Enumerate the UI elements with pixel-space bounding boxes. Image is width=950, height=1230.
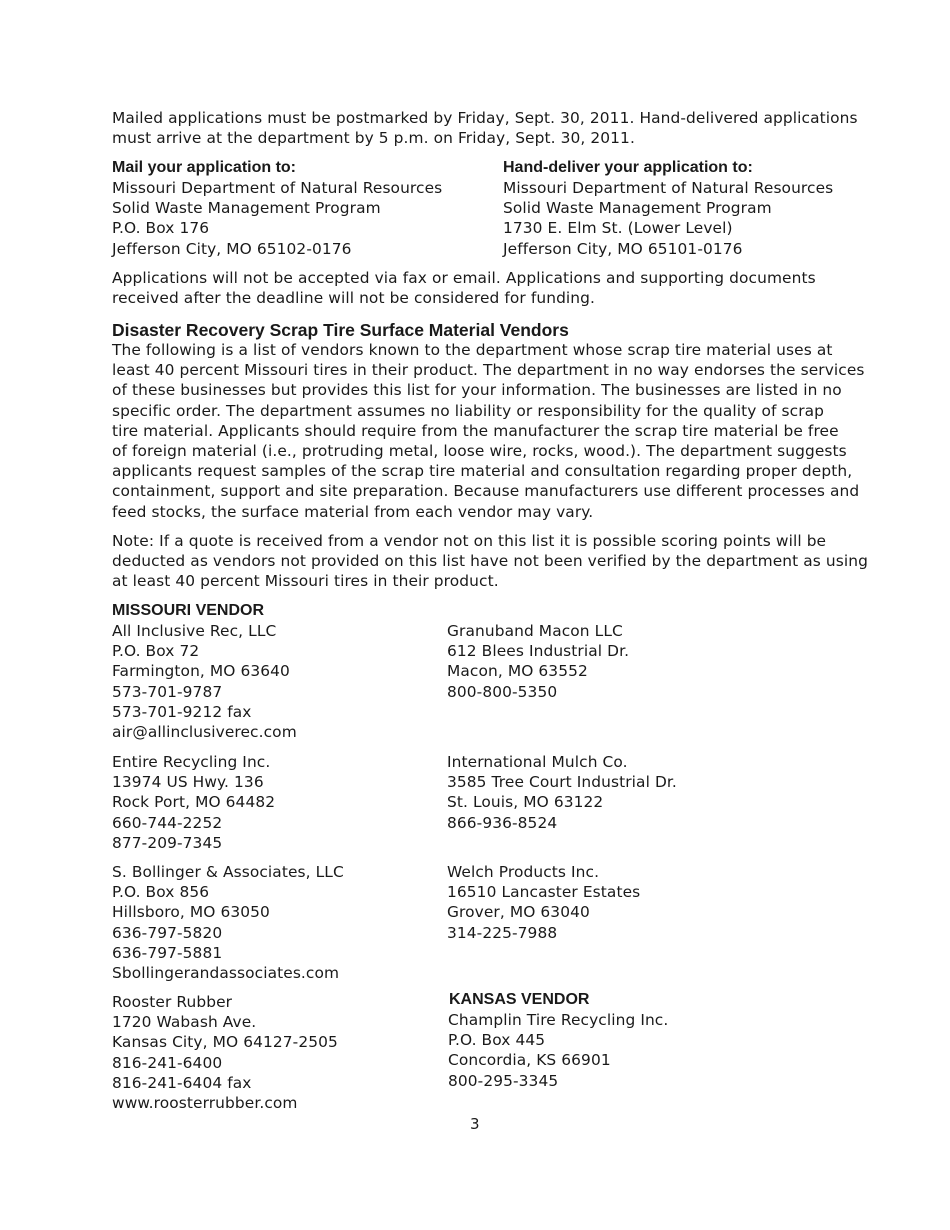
address-line: Missouri Department of Natural Resources: [112, 179, 443, 197]
vendor-all-inclusive: [112, 621, 297, 742]
mail-address-block: [112, 158, 442, 259]
missouri-vendor-heading: MISSOURI VENDOR: [112, 602, 265, 619]
vendor-line: Hillsboro, MO 63050: [112, 903, 270, 922]
vendor-international-mulch: [447, 752, 677, 833]
vendor-line: 1720 Wabash Ave.: [112, 1013, 257, 1032]
address-line: Jefferson City, MO 65101-0176: [503, 239, 743, 258]
text-line: containment, support and site preparation. Because manufacturers use different processes and: [112, 482, 860, 501]
vendor-line: Sbollingerandassociates.com: [112, 964, 340, 983]
vendor-line: 816-241-6400: [112, 1053, 223, 1072]
hand-deliver-address-block: [503, 158, 833, 259]
vendor-line: 13974 US Hwy. 136: [112, 773, 264, 792]
vendor-line: Kansas City, MO 64127-2505: [112, 1033, 338, 1052]
text-line: at least 40 percent Missouri tires in their product.: [112, 572, 499, 591]
kansas-vendor-heading: KANSAS VENDOR: [449, 991, 590, 1008]
vendor-line: P.O. Box 72: [112, 642, 200, 661]
vendor-line: 866-936-8524: [447, 813, 558, 832]
vendor-line: 636-797-5881: [112, 943, 223, 962]
vendor-line: P.O. Box 856: [112, 883, 210, 902]
vendor-rooster-rubber: [112, 992, 338, 1113]
vendor-line: Macon, MO 63552: [447, 662, 588, 681]
vendor-line: P.O. Box 445: [448, 1031, 546, 1050]
page-number: 3: [470, 1115, 480, 1133]
text-line: Note: If a quote is received from a vendor not on this list it is possible scoring points will be: [112, 532, 827, 550]
address-line: Missouri Department of Natural Resources: [503, 179, 834, 197]
address-line: Jefferson City, MO 65102-0176: [112, 239, 352, 258]
text-line: of foreign material (i.e., protruding metal, loose wire, rocks, wood.). The department suggests: [112, 442, 847, 461]
vendor-line: 800-800-5350: [447, 682, 558, 701]
address-line: Solid Waste Management Program: [503, 199, 772, 218]
text-line: Applications will not be accepted via fax or email. Applications and supporting documents: [112, 269, 816, 287]
vendor-line: www.roosterrubber.com: [112, 1094, 298, 1113]
vendor-name: S. Bollinger & Associates, LLC: [112, 863, 344, 881]
vendor-entire-recycling: [112, 752, 275, 853]
vendor-welch: [447, 862, 640, 943]
vendor-name: Champlin Tire Recycling Inc.: [448, 1011, 669, 1029]
mail-heading: Mail your application to:: [112, 159, 297, 176]
text-line: tire material. Applicants should require from the manufacturer the scrap tire material be free: [112, 421, 839, 440]
vendor-line: 573-701-9787: [112, 682, 223, 701]
vendor-bollinger: [112, 862, 344, 983]
vendor-granuband: [447, 621, 629, 702]
text-line: The following is a list of vendors known to the department whose scrap tire material uses at: [112, 341, 833, 359]
vendor-line: 573-701-9212 fax: [112, 702, 252, 721]
vendors-description-paragraph: [112, 340, 865, 522]
vendor-line: 660-744-2252: [112, 813, 223, 832]
text-line: applicants request samples of the scrap tire material and consultation regarding proper depth,: [112, 462, 853, 481]
vendor-line: Rock Port, MO 64482: [112, 793, 276, 812]
note-paragraph: [112, 531, 868, 592]
address-line: 1730 E. Elm St. (Lower Level): [503, 219, 733, 238]
text-line: Mailed applications must be postmarked by Friday, Sept. 30, 2011. Hand-delivered applications: [112, 109, 858, 127]
address-line: P.O. Box 176: [112, 219, 210, 238]
vendor-line: 800-295-3345: [448, 1071, 559, 1090]
hand-deliver-heading: Hand-deliver your application to:: [503, 159, 753, 176]
vendor-name: Entire Recycling Inc.: [112, 753, 271, 771]
vendor-name: Rooster Rubber: [112, 993, 233, 1011]
vendor-line: 877-209-7345: [112, 833, 223, 852]
vendor-line: 816-241-6404 fax: [112, 1073, 252, 1092]
vendor-name: Granuband Macon LLC: [447, 622, 623, 640]
vendor-name: All Inclusive Rec, LLC: [112, 622, 277, 640]
vendor-line: Concordia, KS 66901: [448, 1051, 611, 1070]
vendor-line: air@allinclusiverec.com: [112, 723, 297, 742]
vendor-line: Grover, MO 63040: [447, 903, 590, 922]
vendor-line: 636-797-5820: [112, 923, 223, 942]
vendor-name: International Mulch Co.: [447, 753, 628, 771]
fax-paragraph: [112, 268, 816, 308]
text-line: feed stocks, the surface material from each vendor may vary.: [112, 502, 594, 521]
text-line: specific order. The department assumes no liability or responsibility for the quality of scrap: [112, 401, 825, 420]
deadline-paragraph: [112, 108, 858, 148]
section-title: Disaster Recovery Scrap Tire Surface Material Vendors: [112, 320, 569, 340]
text-line: least 40 percent Missouri tires in their product. The department in no way endorses the services: [112, 361, 865, 380]
vendor-champlin: [448, 1010, 668, 1091]
vendor-line: 314-225-7988: [447, 923, 558, 942]
vendor-name: Welch Products Inc.: [447, 863, 600, 881]
vendor-line: 3585 Tree Court Industrial Dr.: [447, 773, 677, 792]
text-line: deducted as vendors not provided on this list have not been verified by the department as using: [112, 552, 868, 571]
text-line: must arrive at the department by 5 p.m. on Friday, Sept. 30, 2011.: [112, 129, 635, 148]
vendor-line: Farmington, MO 63640: [112, 662, 290, 681]
kansas-vendor-block: [449, 990, 589, 1010]
text-line: of these businesses but provides this list for your information. The businesses are listed in no: [112, 381, 842, 400]
vendor-line: 16510 Lancaster Estates: [447, 883, 641, 902]
vendor-line: St. Louis, MO 63122: [447, 793, 604, 812]
vendor-line: 612 Blees Industrial Dr.: [447, 642, 630, 661]
text-line: received after the deadline will not be considered for funding.: [112, 289, 596, 308]
address-line: Solid Waste Management Program: [112, 199, 381, 218]
